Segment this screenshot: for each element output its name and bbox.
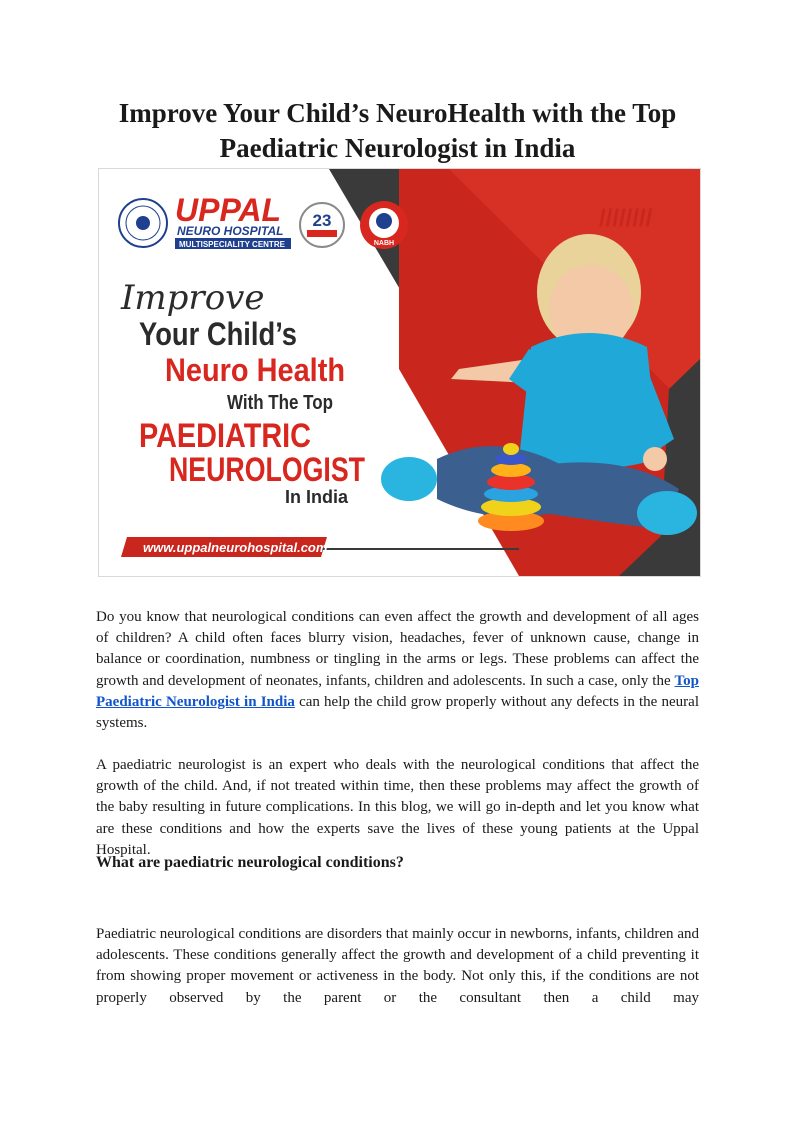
conditions-paragraph: Paediatric neurological conditions are disorders that mainly occur in newborns, infants, children and adolescents. These conditions generally affect the growth and development of a child preventing it from showing proper movement or activeness in the body. Not only this, if the conditions are not properly observed by the parent or the consultant then a child may xyxy=(96,926,699,1006)
hospital-seal-logo xyxy=(119,199,167,247)
headline-script: Improve xyxy=(121,278,265,318)
nabh-badge xyxy=(360,201,408,249)
hospital-subtitle-logo: NEURO HOSPITAL xyxy=(177,224,284,238)
top-neurologist-link[interactable]: Top Paediatric Neurologist in India xyxy=(96,672,699,710)
svg-text:NABH: NABH xyxy=(373,240,395,247)
headline-line-4: PAEDIATRIC xyxy=(139,417,311,455)
page-title: Improve Your Child’s NeuroHealth with the Top Paediatric Neurologist in India xyxy=(118,98,677,163)
headline-line-2: Neuro Health xyxy=(165,352,345,388)
hospital-tagline-logo: MULTISPECIALITY CENTRE xyxy=(179,240,285,249)
intro-text-before: Do you know that neurological conditions can even affect the growth and development of all ages of children? A child often faces blurry vision, headaches, fever of unknown cause, change in balance or coordination, numbness or tingling in the arms or legs. These problems can affect the growth and development of neonates, infants, children and adolescents. In such a case, only the xyxy=(96,609,699,689)
headline-line-3: With The Top xyxy=(227,392,333,414)
expert-paragraph: A paediatric neurologist is an expert who deals with the neurological conditions that affect the growth of the child. And, if not treated within time, then these problems may affect the growth of the baby resulting in future complications. In this blog, we will go in-depth and let you know what are these conditions and how the experts save the lives of these young patients at the Uppal Hospital. xyxy=(96,757,699,858)
website-url: www.uppalneurohospital.com xyxy=(143,540,328,555)
intro-text-after: can help the child grow properly without any defects in the neural systems. xyxy=(96,693,699,732)
years-emblem xyxy=(300,203,344,247)
intro-paragraph xyxy=(96,607,699,734)
headline-line-1: Your Child’s xyxy=(139,316,297,352)
section-heading: What are paediatric neurological conditions? xyxy=(96,854,404,871)
hospital-name-logo: UPPAL xyxy=(175,192,282,228)
headline-line-6: In India xyxy=(285,487,348,507)
hero-banner-image xyxy=(98,168,701,577)
headline-line-5: NEUROLOGIST xyxy=(169,451,366,489)
svg-text:23: 23 xyxy=(312,211,332,230)
banner-slashes: //////// xyxy=(599,205,653,232)
